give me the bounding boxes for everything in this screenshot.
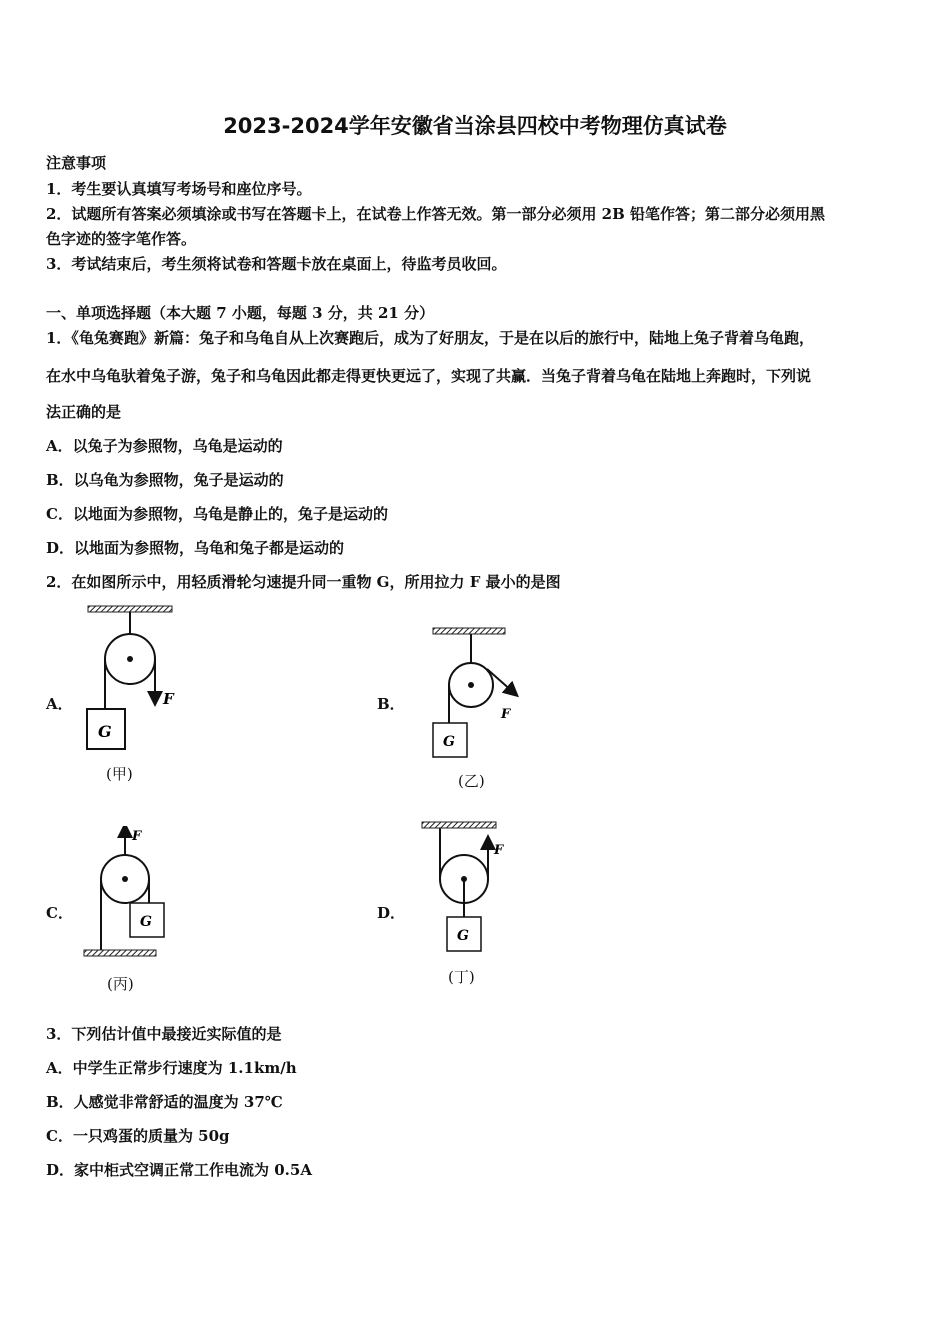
section-heading: 一、单项选择题（本大题 7 小题，每题 3 分，共 21 分）: [46, 304, 435, 322]
question-3-stem: 3．下列估计值中最接近实际值的是: [46, 1025, 282, 1043]
weight-label: G: [457, 928, 469, 944]
ground: [84, 950, 156, 956]
question-3-option-a: A．中学生正常步行速度为 1.1km/h: [46, 1059, 297, 1077]
question-2-option-b-label: B．: [377, 695, 405, 713]
question-2-option-a-label: A．: [46, 695, 73, 713]
question-1-option-b: B．以乌龟为参照物，兔子是运动的: [46, 471, 284, 489]
notice-item: 色字迹的签字笔作答。: [46, 230, 197, 248]
question-1-option-a: A．以兔子为参照物，乌龟是运动的: [46, 437, 283, 455]
pulley-figure-c: [80, 826, 190, 961]
pulley-figure-a: [80, 604, 190, 764]
notice-item: 3．考试结束后，考生须将试卷和答题卡放在桌面上，待监考员收回。: [46, 255, 507, 273]
ceiling: [88, 606, 172, 612]
question-3-option-d: D．家中柜式空调正常工作电流为 0.5A: [46, 1161, 312, 1179]
pulley-figure-d: [414, 820, 524, 960]
ceiling: [433, 628, 505, 634]
question-1-stem: 在水中乌龟驮着兔子游，兔子和乌龟因此都走得更快更远了，实现了共赢．当兔子背着乌龟在陆地上奔跑时，下列说: [46, 367, 812, 385]
weight-label: G: [140, 914, 152, 930]
figure-caption: (乙): [458, 772, 485, 790]
notice-heading: 注意事项: [46, 154, 107, 172]
notice-item: 1．考生要认真填写考场号和座位序号。: [46, 180, 312, 198]
question-3-option-b: B．人感觉非常舒适的温度为 37℃: [46, 1093, 283, 1111]
question-1-option-c: C．以地面为参照物，乌龟是静止的，兔子是运动的: [46, 505, 388, 523]
pulley-figure-b: [425, 626, 535, 766]
notice-item: 2．试题所有答案必须填涂或书写在答题卡上，在试卷上作答无效。第一部分必须用 2B 铅笔作答；第二部分必须用黑: [46, 205, 826, 223]
weight-label: G: [98, 722, 112, 741]
ceiling: [422, 822, 496, 828]
force-label: F: [501, 707, 511, 722]
force-label: F: [494, 843, 504, 858]
question-2-option-d-label: D．: [377, 904, 406, 922]
question-1-stem: 法正确的是: [46, 403, 122, 421]
figure-caption: (丙): [107, 975, 134, 993]
weight-label: G: [443, 734, 455, 750]
force-label: F: [132, 829, 142, 844]
question-1-stem: 1．《龟兔赛跑》新篇：兔子和乌龟自从上次赛跑后，成为了好朋友，于是在以后的旅行中，陆地上兔子背着乌龟跑，: [46, 329, 814, 347]
question-2-option-c-label: C．: [46, 904, 73, 922]
question-2-stem: 2．在如图所示中，用轻质滑轮匀速提升同一重物 G，所用拉力 F 最小的是图: [46, 573, 561, 591]
force-label: F: [163, 690, 174, 708]
page-title: 2023-2024学年安徽省当涂县四校中考物理仿真试卷: [223, 114, 727, 138]
question-1-option-d: D．以地面为参照物，乌龟和兔子都是运动的: [46, 539, 345, 557]
figure-caption: (丁): [448, 968, 475, 986]
figure-caption: (甲): [106, 765, 133, 783]
question-3-option-c: C．一只鸡蛋的质量为 50g: [46, 1127, 230, 1145]
